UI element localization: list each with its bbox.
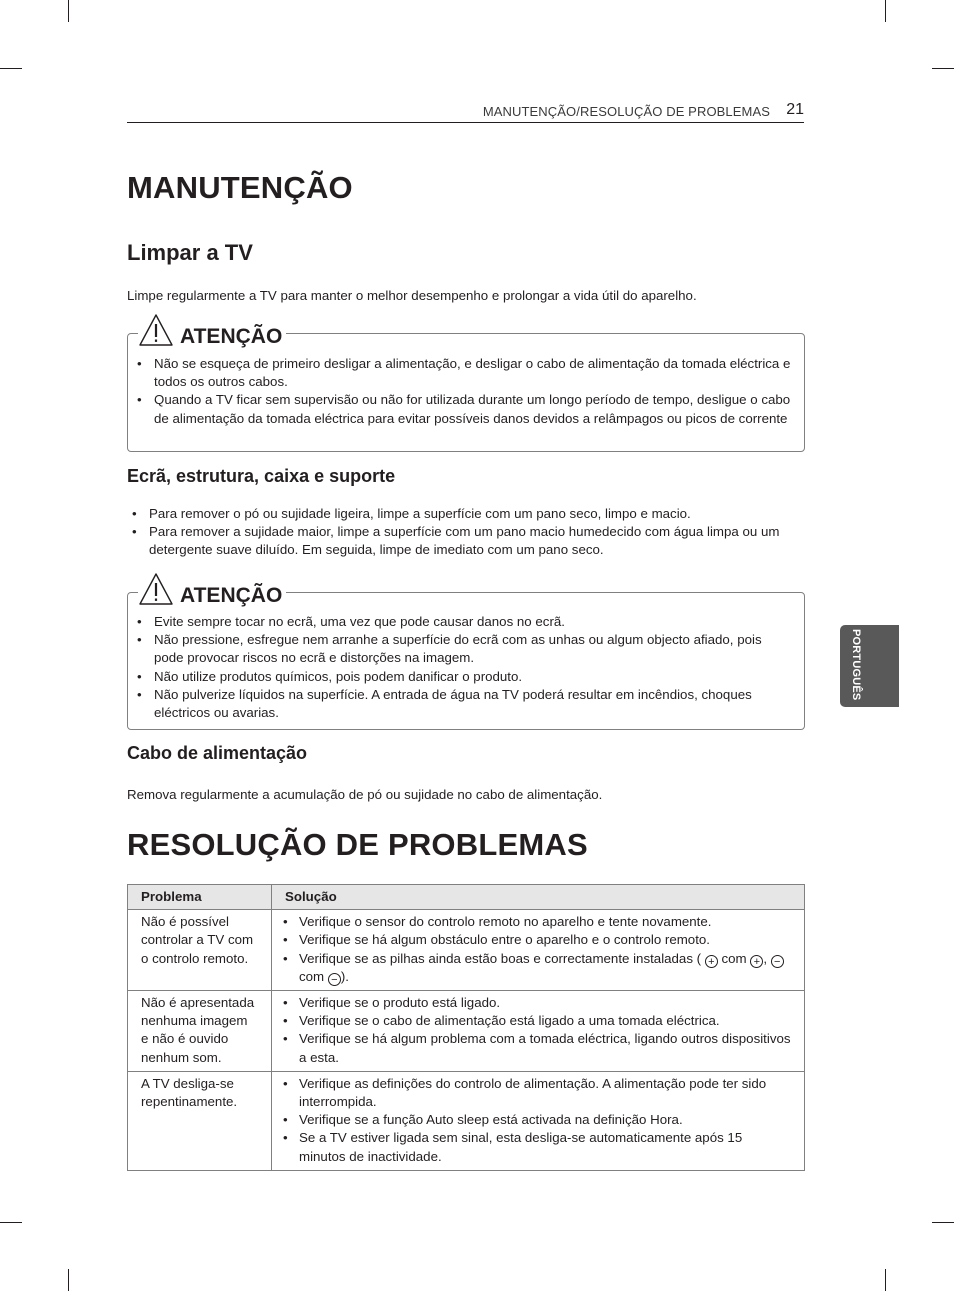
solution-item: • Verifique se há algum problema com a tomada eléctrica, ligando outros dispositivos a esta. — [285, 1030, 791, 1066]
solution-cell — [272, 910, 805, 991]
solution-item: • Verifique o sensor do controlo remoto no aparelho e tente novamente. — [285, 913, 791, 931]
solution-cell — [272, 1071, 805, 1170]
caution-item: • Não se esqueça de primeiro desligar a alimentação, e desligar o cabo de alimentação da tomada eléctrica e todos os outros cabos. — [128, 355, 798, 391]
header-section-title: MANUTENÇÃO/RESOLUÇÃO DE PROBLEMAS — [482, 104, 770, 119]
plus-circle-icon: + — [705, 955, 718, 968]
solution-item: • Verifique se o cabo de alimentação está ligado a uma tomada eléctrica. — [285, 1012, 791, 1030]
problem-cell: Não é apresentada nenhuma imagem e não é ouvido nenhum som. — [128, 991, 272, 1072]
cleaning-intro: Limpe regularmente a TV para manter o melhor desempenho e prolongar a vida útil do aparelho. — [127, 288, 697, 303]
language-label: PORTUGUÊS — [850, 629, 862, 701]
screen-list — [123, 505, 813, 560]
language-side-tab — [840, 625, 899, 707]
warning-triangle-icon — [138, 313, 174, 347]
solution-cell — [272, 991, 805, 1072]
table-header-row — [128, 885, 805, 910]
battery-with: com — [721, 950, 747, 966]
warning-triangle-icon — [138, 572, 174, 606]
problem-cell: A TV desliga-se repentinamente. — [128, 1071, 272, 1170]
minus-circle-icon: − — [771, 955, 784, 968]
battery-text-start: Verifique se as pilhas ainda estão boas e correctamente instaladas ( — [299, 950, 702, 966]
troubleshooting-title: RESOLUÇÃO DE PROBLEMAS — [127, 827, 588, 862]
crop-mark — [932, 1222, 954, 1223]
caution-label: ATENÇÃO — [180, 584, 283, 607]
col-problem-header: Problema — [128, 885, 272, 910]
crop-mark — [0, 68, 22, 69]
battery-comma: , — [763, 950, 768, 966]
battery-text-end: ). — [340, 968, 349, 984]
solution-item: • Se a TV estiver ligada sem sinal, esta desliga-se automaticamente após 15 minutos de inactividade. — [285, 1129, 791, 1165]
caution-title — [138, 566, 286, 606]
crop-mark — [0, 1222, 22, 1223]
crop-mark — [68, 1269, 69, 1291]
table-row — [128, 991, 805, 1072]
crop-mark — [885, 0, 886, 22]
power-cable-text: Remova regularmente a acumulação de pó ou sujidade no cabo de alimentação. — [127, 787, 603, 802]
caution-item: • Não pressione, esfregue nem arranhe a superfície do ecrã com as unhas ou algum objecto afiado, pois pode provocar riscos no ecrã e distorções na imagem. — [128, 631, 794, 667]
battery-with: com — [299, 968, 325, 984]
power-cable-heading: Cabo de alimentação — [127, 743, 308, 763]
caution-item: • Não utilize produtos químicos, pois podem danificar o produto. — [128, 668, 794, 686]
caution-title — [138, 307, 286, 347]
caution-item: • Quando a TV ficar sem supervisão ou não for utilizada durante um longo período de tempo, desligue o cabo de alimentação da tomada eléctrica para evitar possíveis danos devidos a relâmpagos ou picos de corrente — [128, 391, 798, 427]
troubleshooting-table — [127, 884, 805, 1171]
caution-list — [128, 355, 798, 428]
plus-circle-icon: + — [750, 955, 763, 968]
table-row — [128, 910, 805, 991]
caution-item: • Evite sempre tocar no ecrã, uma vez que pode causar danos no ecrã. — [128, 613, 794, 631]
crop-mark — [885, 1269, 886, 1291]
solution-item: • Verifique se a função Auto sleep está activada na definição Hora. — [285, 1111, 791, 1129]
crop-mark — [68, 0, 69, 22]
caution-item: • Não pulverize líquidos na superfície. A entrada de água na TV poderá resultar em incêndios, choques eléctricos ou avarias. — [128, 686, 794, 722]
maintenance-title: MANUTENÇÃO — [127, 170, 353, 205]
table-row — [128, 1071, 805, 1170]
screen-heading: Ecrã, estrutura, caixa e suporte — [127, 466, 396, 486]
solution-item — [285, 950, 791, 986]
solution-item: • Verifique se há algum obstáculo entre o aparelho e o controlo remoto. — [285, 931, 791, 949]
solution-item: • Verifique se o produto está ligado. — [285, 994, 791, 1012]
minus-circle-icon: − — [328, 973, 341, 986]
page-number: 21 — [786, 101, 804, 118]
screen-item: • Para remover o pó ou sujidade ligeira, limpe a superfície com um pano seco, limpo e macio. — [123, 505, 813, 523]
col-solution-header: Solução — [272, 885, 805, 910]
cleaning-heading: Limpar a TV — [127, 240, 253, 265]
screen-item: • Para remover a sujidade maior, limpe a superfície com um pano macio humedecido com água limpa ou um detergente suave diluído. Em seguida, limpe de imediato com um pano seco. — [123, 523, 813, 559]
crop-mark — [932, 68, 954, 69]
running-header — [127, 100, 804, 123]
problem-cell: Não é possível controlar a TV com o controlo remoto. — [128, 910, 272, 991]
solution-item: • Verifique as definições do controlo de alimentação. A alimentação pode ter sido interrompida. — [285, 1075, 791, 1111]
caution-label: ATENÇÃO — [180, 325, 283, 348]
caution-list — [128, 613, 794, 722]
